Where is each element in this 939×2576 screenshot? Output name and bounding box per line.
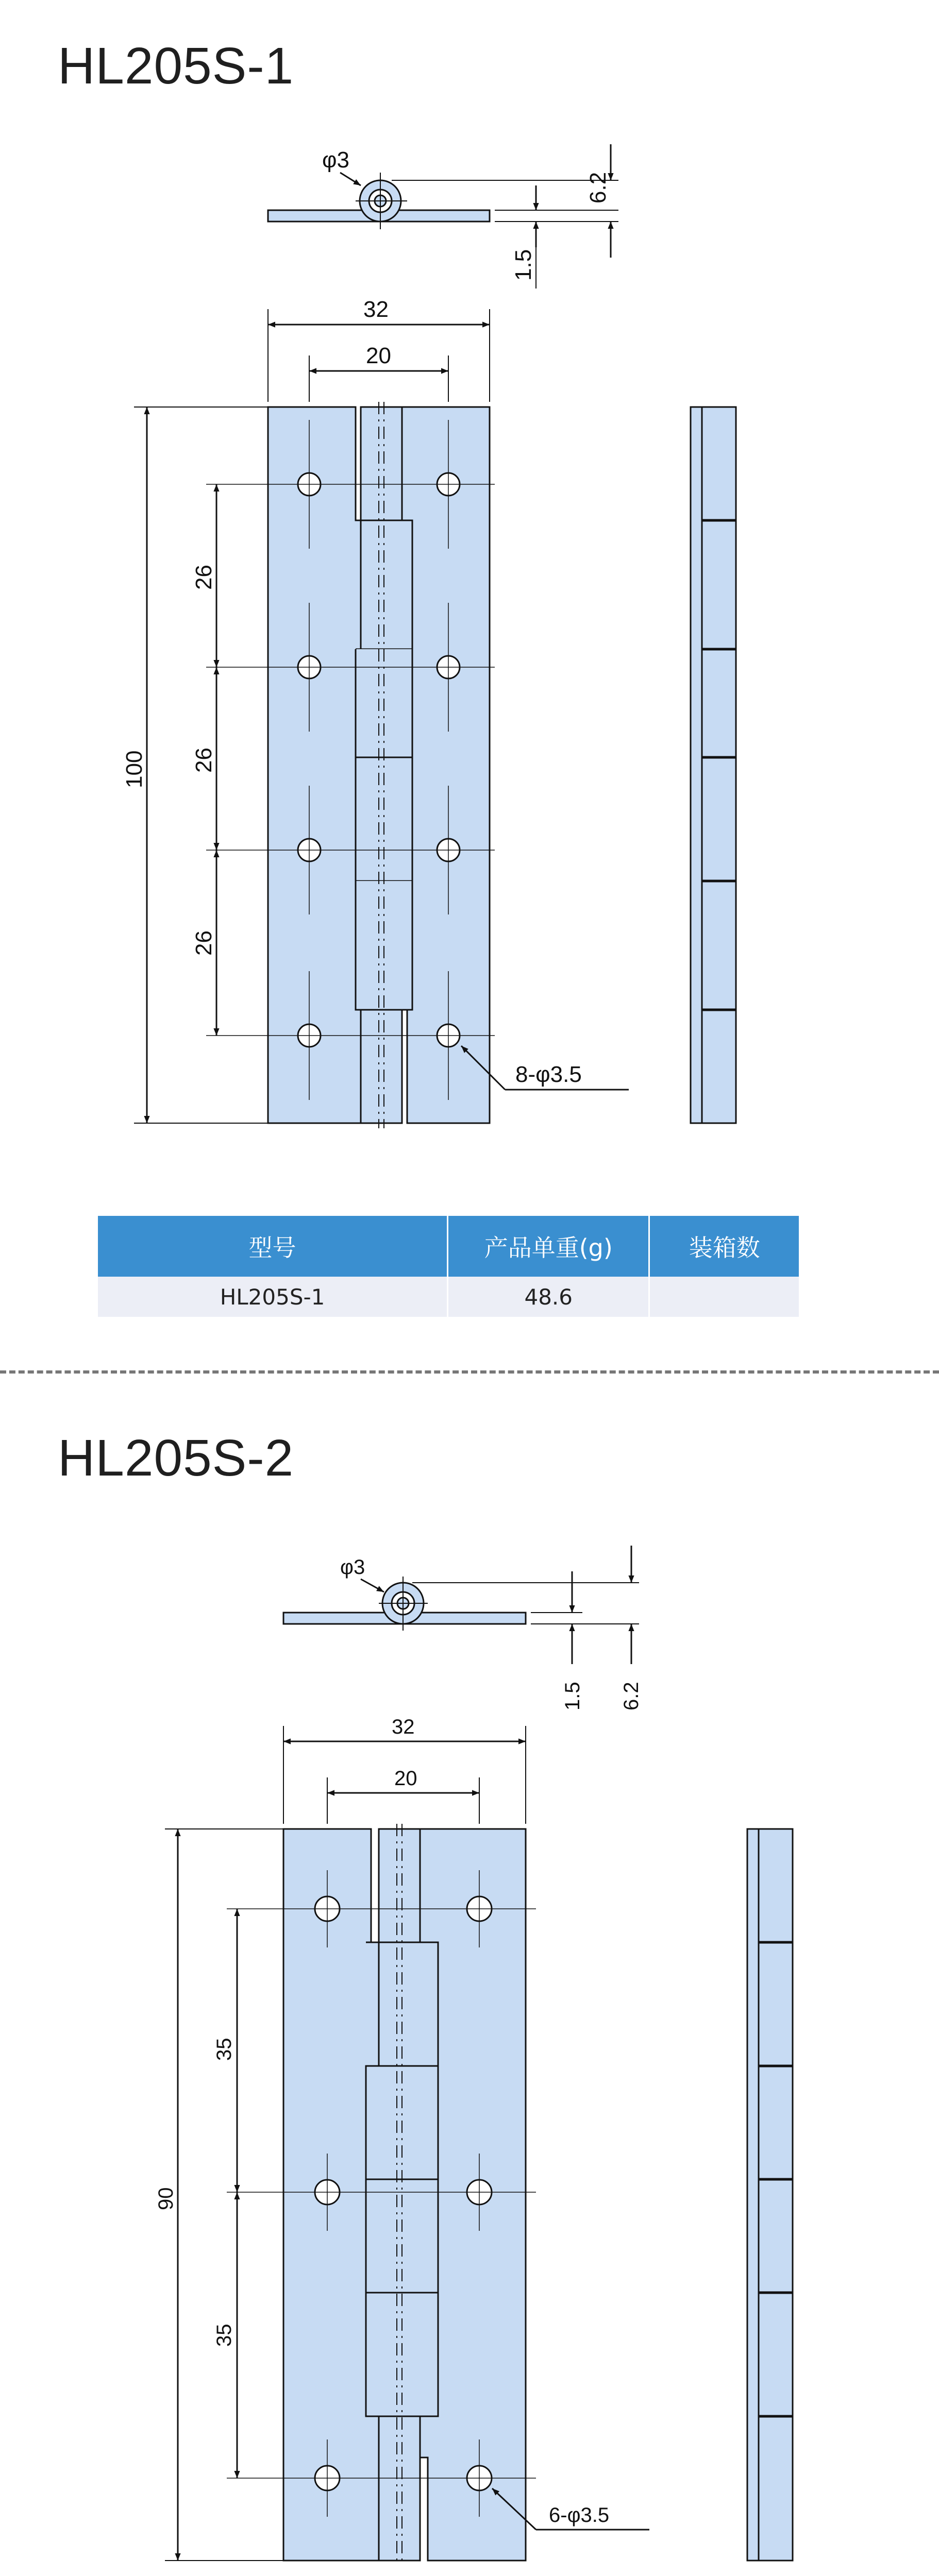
pin-diameter-label: φ3 [322,147,350,173]
pitch-label: 26 [191,930,216,956]
thickness-label: 1.5 [511,249,536,281]
model-cell: HL205S-1 [98,1277,448,1317]
holes-label: 8-φ3.5 [515,1062,582,1087]
weight-cell: 48.6 [448,1277,649,1317]
section-divider [0,1370,939,1374]
section-title: HL205S-1 [58,37,294,95]
column-header: 装箱数 [649,1216,799,1277]
width-label: 32 [392,1716,415,1738]
width-label: 32 [363,297,389,322]
column-header: 型号 [98,1216,448,1277]
spec-table [98,1216,799,1317]
pitch-label: 26 [191,565,216,590]
right-leaf [402,407,490,1123]
pitch-label: 35 [213,2324,236,2347]
hinge-drawing-1 [0,0,939,1133]
height-label: 6.2 [620,1682,643,1710]
box-qty-cell [649,1277,799,1317]
length-label: 90 [155,2187,177,2210]
inner-width-label: 20 [366,343,391,368]
pin-diameter-label: φ3 [340,1556,365,1579]
pitch-label: 35 [213,2038,236,2061]
length-label: 100 [122,750,147,788]
column-header: 产品单重(g) [448,1216,649,1277]
table-row [98,1277,799,1317]
table-header-row [98,1216,799,1277]
inner-width-label: 20 [394,1767,417,1790]
holes-label: 6-φ3.5 [549,2504,610,2527]
left-leaf [268,407,361,1123]
side-view [691,407,736,1123]
pitch-label: 26 [191,748,216,773]
hinge-drawing-2 [0,1468,939,2550]
thickness-label: 1.5 [561,1682,584,1710]
section-title: HL205S-2 [58,1429,294,1487]
height-label: 6.2 [585,172,611,204]
